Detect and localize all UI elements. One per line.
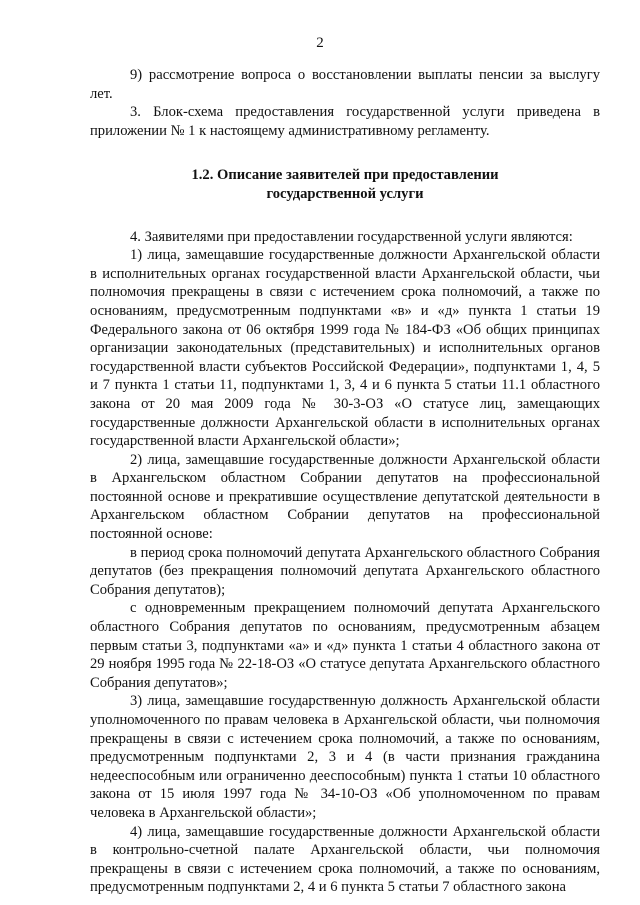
- paragraph-item-4: 4) лица, замещавшие государственные должности Архангельской области в контрольно-счетной палате Архангельской области, чьи полномочия прекращены в связи с истечением срока полномочий, а также по основаниям, предусмотренным подпунктами 2, 4 и 6 пункта 5 статьи 7 областного закона: [90, 823, 600, 896]
- section-heading-line-2: государственной услуги: [266, 185, 424, 202]
- intro-item-3: 3. Блок-схема предоставления государственной услуги приведена в приложении № 1 к настоящему административному регламенту.: [90, 104, 600, 139]
- section-heading-line-1: 1.2. Описание заявителей при предоставлении: [191, 167, 499, 184]
- paragraph-item-2: 2) лица, замещавшие государственные должности Архангельской области в Архангельском областном Собрании депутатов на профессиональной постоянной основе и прекратившие осуществление депутатской деятельности в Архангельском областном Собрании депутатов на профессиональной постоянной основе:: [90, 451, 600, 543]
- paragraph-item-1: 1) лица, замещавшие государственные должности Архангельской области в исполнительных органах государственной власти Архангельской области, чьи полномочия прекращены в связи с истечением срока полномочий, а также по основаниям, предусмотренным подпунктами «в» и «д» пункта 1 статьи 19 Федерального закона от 06 октября 1999 года № 184-ФЗ «Об общих принципах организации законодательных (представительных) и исполнительных органов государственной власти субъектов Российской Федерации», подпунктами 1, 4, 5 и 7 пункта 1 статьи 11, подпунктами 1, 3, 4 и 6 пункта 5 статьи 11.1 областного закона от 20 мая 2009 года № 30-3-ОЗ «О статусе лиц, замещающих государственные должности Архангельской области в исполнительных органах государственной власти Архангельской области»;: [90, 247, 600, 450]
- paragraph-item-2-sub-2: с одновременным прекращением полномочий депутата Архангельского областного Собрания депутатов по основаниям, предусмотренным абзацем первым статьи 3, подпунктами «а» и «д» пункта 1 статьи 4 областного закона от 29 ноября 1995 года № 22-18-ОЗ «О статусе депутата Архангельского областного Собрания депутатов»;: [90, 600, 600, 691]
- document-body: [90, 66, 600, 897]
- paragraph-item-3: 3) лица, замещавшие государственную должность Архангельской области уполномоченного по правам человека в Архангельской области, чьи полномочия прекращены в связи с истечением срока полномочий, а также по основаниям, предусмотренным подпунктами 2, 3 и 4 (в части признания гражданина недееспособным или ограниченно дееспособным) пункта 1 статьи 10 областного закона от 15 июля 1997 года № 34-10-ОЗ «Об уполномоченном по правам человека в Архангельской области»;: [90, 693, 600, 821]
- page-number: 2: [316, 35, 324, 51]
- section-heading: [90, 166, 600, 203]
- paragraph-item-2-sub-1: в период срока полномочий депутата Архангельского областного Собрания депутатов (без прекращения полномочий депутата Архангельского областного Собрания депутатов);: [90, 544, 600, 598]
- intro-item-9: 9) рассмотрение вопроса о восстановлении выплаты пенсии за выслугу лет.: [90, 67, 600, 102]
- paragraph-applicants-intro: 4. Заявителями при предоставлении государственной услуги являются:: [130, 228, 573, 245]
